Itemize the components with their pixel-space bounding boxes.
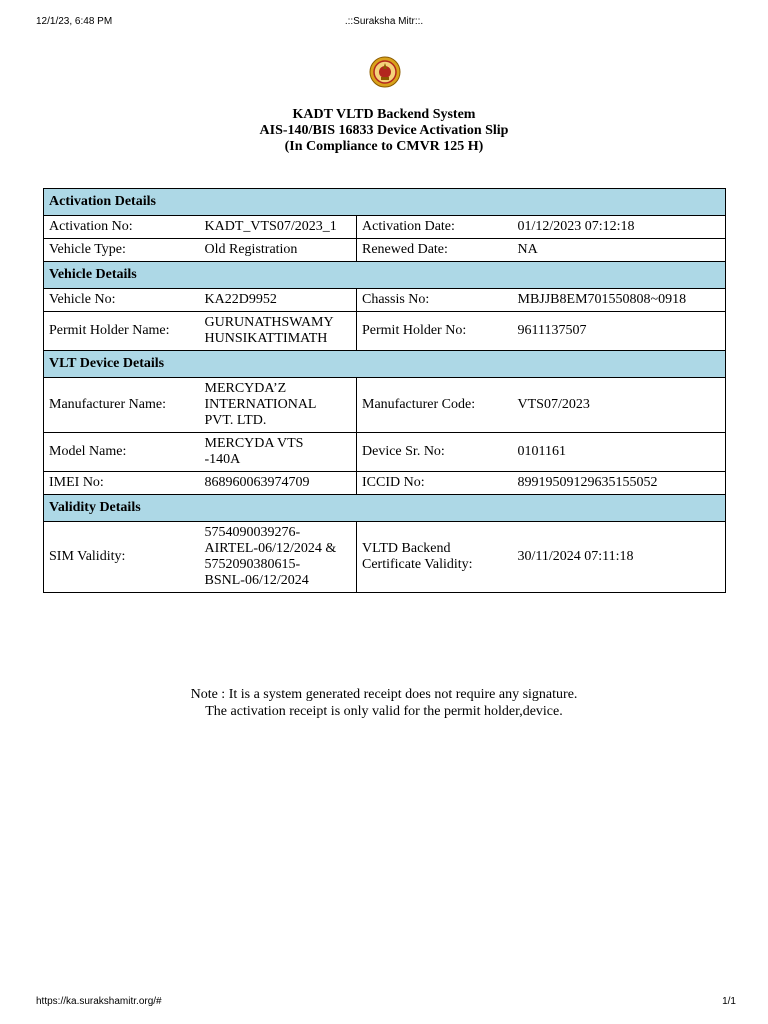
device-sr-no-value: 0101161 — [513, 433, 726, 472]
table-row — [44, 433, 726, 472]
permit-holder-no-value: 9611137507 — [513, 312, 726, 351]
activation-no-value: KADT_VTS07/2023_1 — [200, 216, 357, 239]
table-row — [44, 312, 726, 351]
chassis-no-value: MBJJB8EM701550808~0918 — [513, 289, 726, 312]
permit-holder-name-line: HUNSIKATTIMATH — [204, 331, 328, 346]
table-row — [44, 216, 726, 239]
iccid-no-value: 89919509129635155052 — [513, 472, 726, 495]
table-row — [44, 289, 726, 312]
section-vehicle-details — [44, 262, 726, 289]
section-title: VLT Device Details — [44, 351, 726, 378]
manufacturer-code-value: VTS07/2023 — [513, 378, 726, 433]
section-title: Activation Details — [44, 189, 726, 216]
slip-heading — [0, 107, 768, 155]
sim-validity-line: BSNL-06/12/2024 — [204, 573, 309, 588]
permit-holder-name-line: GURUNATHSWAMY — [204, 315, 334, 330]
vehicle-no-label: Vehicle No: — [44, 289, 200, 312]
imei-no-value: 868960063974709 — [200, 472, 357, 495]
activation-date-value: 01/12/2023 07:12:18 — [513, 216, 726, 239]
chassis-no-label: Chassis No: — [357, 289, 513, 312]
model-name-line: MERCYDA VTS — [204, 436, 304, 451]
manufacturer-code-label: Manufacturer Code: — [357, 378, 513, 433]
certificate-validity-label — [357, 522, 513, 593]
iccid-no-label: ICCID No: — [357, 472, 513, 495]
print-datetime: 12/1/23, 6:48 PM — [36, 16, 113, 27]
compliance-title: (In Compliance to CMVR 125 H) — [284, 139, 484, 154]
sim-validity-line: 5752090380615- — [204, 557, 301, 572]
certificate-validity-label-line: VLTD Backend — [362, 541, 451, 556]
model-name-line: -140A — [204, 452, 241, 467]
imei-no-label: IMEI No: — [44, 472, 200, 495]
manufacturer-name-line: INTERNATIONAL — [204, 397, 317, 412]
slip-title: AIS-140/BIS 16833 Device Activation Slip — [259, 123, 509, 138]
note-line: Note : It is a system generated receipt does not require any signature. — [190, 687, 578, 702]
print-page-title: .::Suraksha Mitr::. — [344, 16, 424, 27]
note-line: The activation receipt is only valid for the permit holder,device. — [205, 704, 563, 719]
activation-slip-table — [43, 188, 726, 593]
section-validity-details — [44, 495, 726, 522]
section-vlt-device-details — [44, 351, 726, 378]
renewed-date-value: NA — [513, 239, 726, 262]
table-row — [44, 239, 726, 262]
activation-date-label: Activation Date: — [357, 216, 513, 239]
renewed-date-label: Renewed Date: — [357, 239, 513, 262]
certificate-validity-value: 30/11/2024 07:11:18 — [513, 522, 726, 593]
manufacturer-name-line: PVT. LTD. — [204, 413, 267, 428]
print-url: https://ka.surakshamitr.org/# — [36, 996, 162, 1007]
model-name-label: Model Name: — [44, 433, 200, 472]
certificate-validity-label-line: Certificate Validity: — [362, 557, 473, 572]
manufacturer-name-line: MERCYDA’Z — [204, 381, 287, 396]
receipt-note — [0, 686, 768, 720]
system-title: KADT VLTD Backend System — [292, 107, 476, 122]
vehicle-type-label: Vehicle Type: — [44, 239, 200, 262]
permit-holder-name-label: Permit Holder Name: — [44, 312, 200, 351]
manufacturer-name-value — [200, 378, 357, 433]
activation-no-label: Activation No: — [44, 216, 200, 239]
vehicle-no-value: KA22D9952 — [200, 289, 357, 312]
table-row — [44, 378, 726, 433]
model-name-value — [200, 433, 357, 472]
manufacturer-name-label: Manufacturer Name: — [44, 378, 200, 433]
section-activation-details — [44, 189, 726, 216]
sim-validity-label: SIM Validity: — [44, 522, 200, 593]
sim-validity-line: 5754090039276- — [204, 525, 301, 540]
table-row — [44, 472, 726, 495]
permit-holder-name-value — [200, 312, 357, 351]
section-title: Vehicle Details — [44, 262, 726, 289]
sim-validity-line: AIRTEL-06/12/2024 & — [204, 541, 337, 556]
sim-validity-value — [200, 522, 357, 593]
print-page-number: 1/1 — [722, 996, 736, 1007]
section-title: Validity Details — [44, 495, 726, 522]
karnataka-emblem-icon — [369, 56, 401, 88]
device-sr-no-label: Device Sr. No: — [357, 433, 513, 472]
table-row — [44, 522, 726, 593]
permit-holder-no-label: Permit Holder No: — [357, 312, 513, 351]
vehicle-type-value: Old Registration — [200, 239, 357, 262]
